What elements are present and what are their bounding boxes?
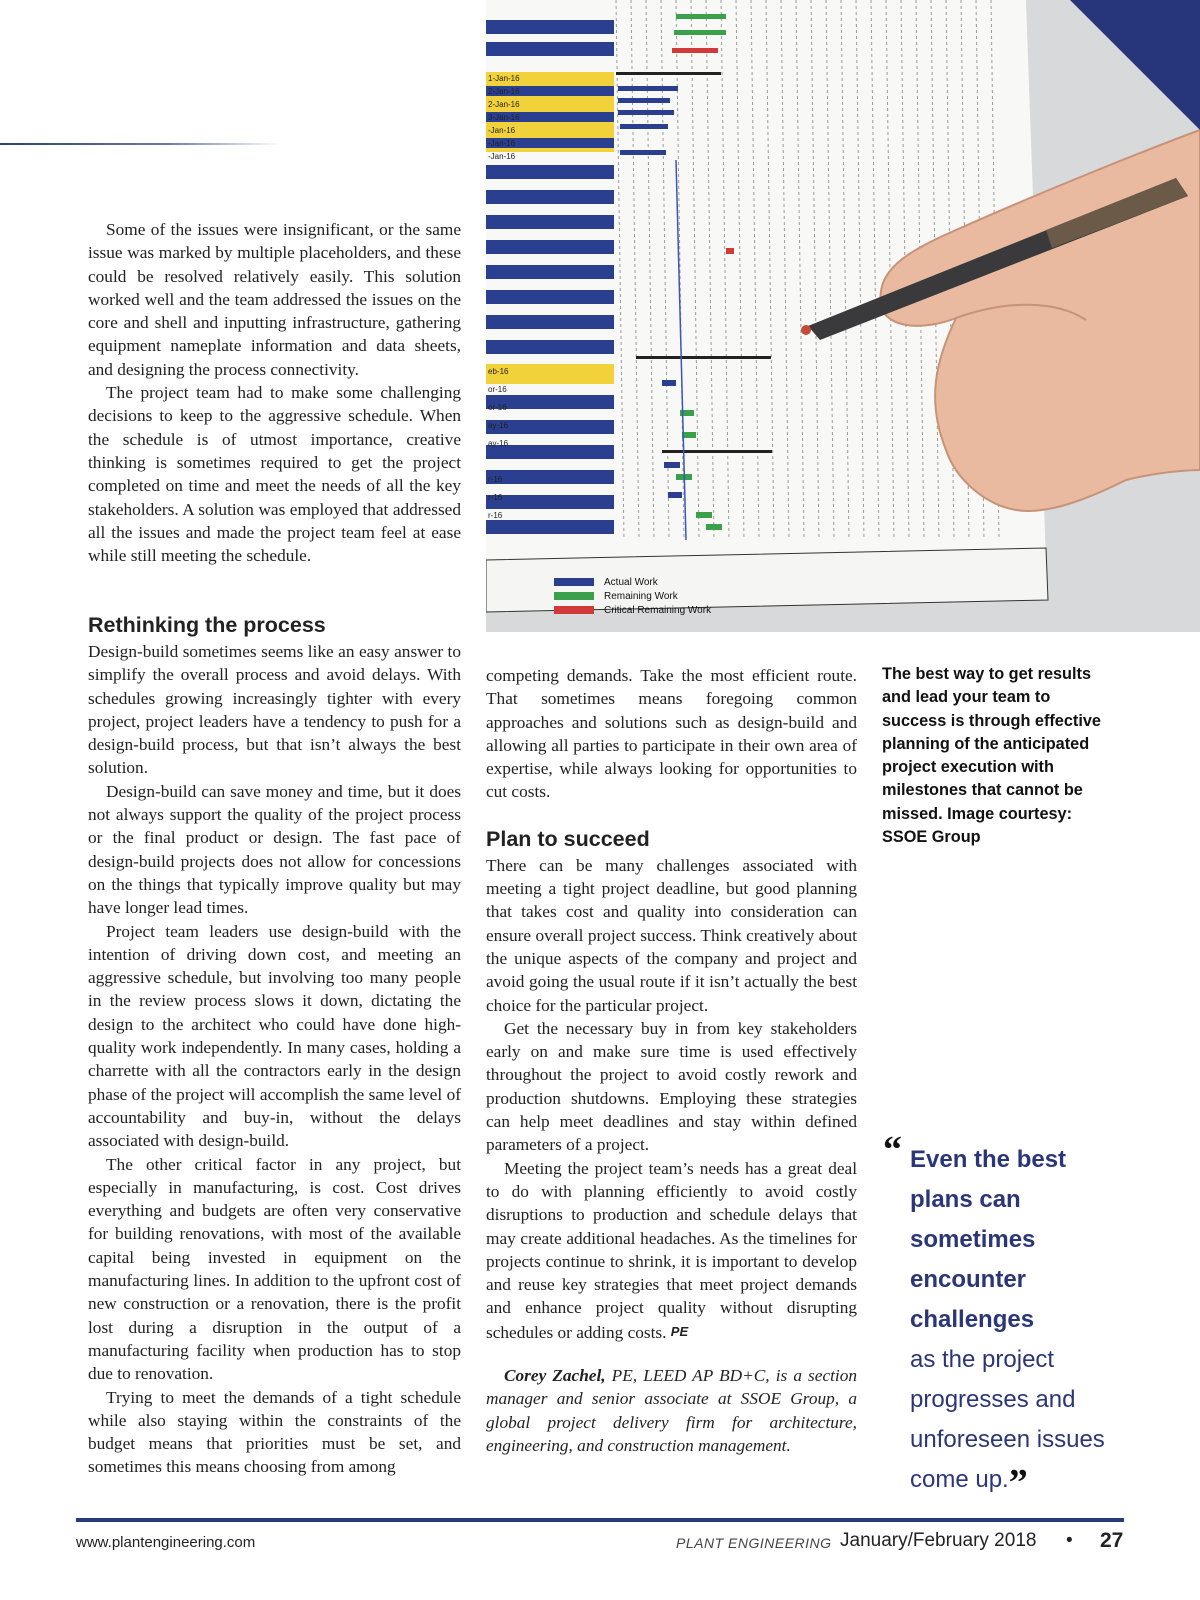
date-label: r-16 (488, 475, 503, 484)
pull-quote-line: encounter (910, 1266, 1027, 1293)
author-name: Corey Zachel, (504, 1366, 606, 1386)
top-decorative-rule (0, 143, 280, 145)
date-label: 1-Jan-16 (488, 74, 520, 83)
pull-quote-line: Even the best (910, 1146, 1067, 1173)
date-label: -Jan-16 (488, 139, 516, 148)
footer-issue-date: January/February 2018 (840, 1530, 1037, 1551)
pull-quote-text: come up. (910, 1466, 1009, 1493)
paragraph-last (486, 1157, 857, 1344)
legend-critical-remaining-work: Critical Remaining Work (604, 605, 712, 616)
section-heading-rethinking: Rethinking the process (88, 613, 326, 637)
date-label: or-16 (488, 403, 507, 412)
close-quote-mark: ” (1008, 1462, 1028, 1504)
date-label: -Jan-16 (488, 126, 516, 135)
author-bio: PE, LEED AP BD+C, is a section manager and senior associate at SSOE Group, a global project delivery firm for architecture, engineering, and construction management. (486, 1366, 857, 1455)
paragraph: Get the necessary buy in from key stakeholders early on and make sure time is used effectively throughout the project to avoid costly rework and production shutdowns. Employing these strategies can help meet deadlines and stay within defined parameters of a project. (486, 1018, 857, 1155)
pull-quote-last-line (887, 1460, 1137, 1504)
paragraph-text: Meeting the project team’s needs has a great deal to do with planning efficiently to avoid costly disruptions to production and schedule delays that may create additional headaches. As the timelines for projects continue to shrink, it is important to develop and reuse key strategies that meet project demands and enhance project quality without disrupting schedules or adding costs. (486, 1158, 857, 1342)
paragraph: competing demands. Take the most efficient route. That sometimes means foregoing common approaches and solutions such as design-build and allowing all parties to participate in their own area of expertise, while always looking for opportunities to cut costs. (486, 666, 857, 802)
date-label: r-16 (488, 493, 503, 502)
footer-rule (76, 1518, 1124, 1522)
paragraph: Trying to meet the demands of a tight schedule while also staying within the constraints of the budget means that priorities must be set, and sometimes this means choosing from among (88, 1387, 461, 1477)
corner-triangle-decoration (1070, 0, 1200, 130)
page-number: 27 (1100, 1529, 1124, 1552)
paragraph: There can be many challenges associated with meeting a tight project deadline, but good planning that takes cost and quality into consideration can ensure overall project success. Think creatively about the unique aspects of the company and project and avoid going the usual route if it isn’t actually the best choice for the particular project. (486, 855, 857, 1015)
paragraph: Design-build can save money and time, but it does not always support the quality of the project process or the final product or design. The fast pace of design-build projects does not allow for concessions on the things that typically improve quality but may have longer lead times. (88, 781, 461, 918)
footer-magazine-name: PLANT ENGINEERING (676, 1535, 832, 1551)
open-quote-mark: “ (883, 1129, 902, 1171)
date-label: 2-Jan-16 (488, 87, 520, 96)
end-mark-pe-logo: PE (670, 1323, 689, 1339)
pull-quote (883, 1129, 1137, 1504)
column-2 (486, 664, 857, 1457)
legend-remaining-work: Remaining Work (604, 591, 678, 602)
column-1-top (88, 218, 461, 567)
photo-caption: The best way to get results and lead your team to success is through effective planning of the anticipated project execution with milestones that cannot be missed. Image courtesy: SSOE Group (882, 665, 1101, 847)
pull-quote-line: challenges (910, 1306, 1035, 1333)
footer-url-link[interactable]: www.plantengineering.com (76, 1534, 256, 1551)
date-label: 2-Jan-16 (488, 100, 520, 109)
paragraph: Some of the issues were insignificant, or the same issue was marked by multiple placeholders, and these could be resolved relatively easily. This solution worked well and the team addressed the issues on the core and shell and inputting infrastructure, gathering equipment nameplate information and data sheets, and designing the process connectivity. (88, 220, 461, 379)
date-label: -Jan-16 (488, 152, 516, 161)
paragraph: The other critical factor in any project, but especially in manufacturing, is cost. Cost drives everything and budgets are often very conservative for building renovations, with most of the available capital being invested in equipment on the manufacturing lines. In addition to the upfront cost of new construction or a renovation, there is the profit lost during a disruption in the output of a manufacturing facility when production has to stop due to renovation. (88, 1154, 461, 1384)
author-byline (486, 1364, 857, 1457)
pull-quote-line: as the project (910, 1346, 1055, 1373)
pull-quote-line: plans can (910, 1186, 1021, 1213)
date-label: eb-16 (488, 367, 509, 376)
date-label: or-16 (488, 385, 507, 394)
paragraph: The project team had to make some challenging decisions to keep to the aggressive schedule. When the schedule is of utmost importance, creative thinking is sometimes required to get the project completed on time and meet the needs of all the key stakeholders. A solution was employed that addressed all the issues and made the project team feel at ease while still meeting the schedule. (88, 383, 461, 566)
date-label: r-16 (488, 511, 503, 520)
pull-quote-line: unforeseen issues (910, 1426, 1105, 1453)
pull-quote-line: sometimes (910, 1226, 1036, 1253)
footer-bullet: • (1066, 1530, 1073, 1551)
date-label: ay-16 (488, 439, 509, 448)
section-heading-plan: Plan to succeed (486, 826, 650, 851)
date-label: 3-Jan-16 (488, 113, 520, 122)
pull-quote-line: progresses and (910, 1386, 1076, 1413)
column-1-bottom (88, 640, 461, 1479)
paragraph: Project team leaders use design-build with the intention of driving down cost, and meeting an aggressive schedule, but involving too many people in the review process slows it down, dictating the design to the architect who could have done high-quality work independently. In many cases, holding a charrette with all the contractors early in the design phase of the project will accomplish the same level of accountability and buy-in, without the delays associated with design-build. (88, 921, 461, 1151)
date-label: ay-16 (488, 421, 509, 430)
legend-actual-work: Actual Work (604, 577, 658, 588)
paragraph: Design-build sometimes seems like an easy answer to simplify the overall process and avoid delays. With schedules growing increasingly tighter with every project, project leaders have a tendency to push for a design-build process, but that isn’t always the best solution. (88, 642, 461, 778)
